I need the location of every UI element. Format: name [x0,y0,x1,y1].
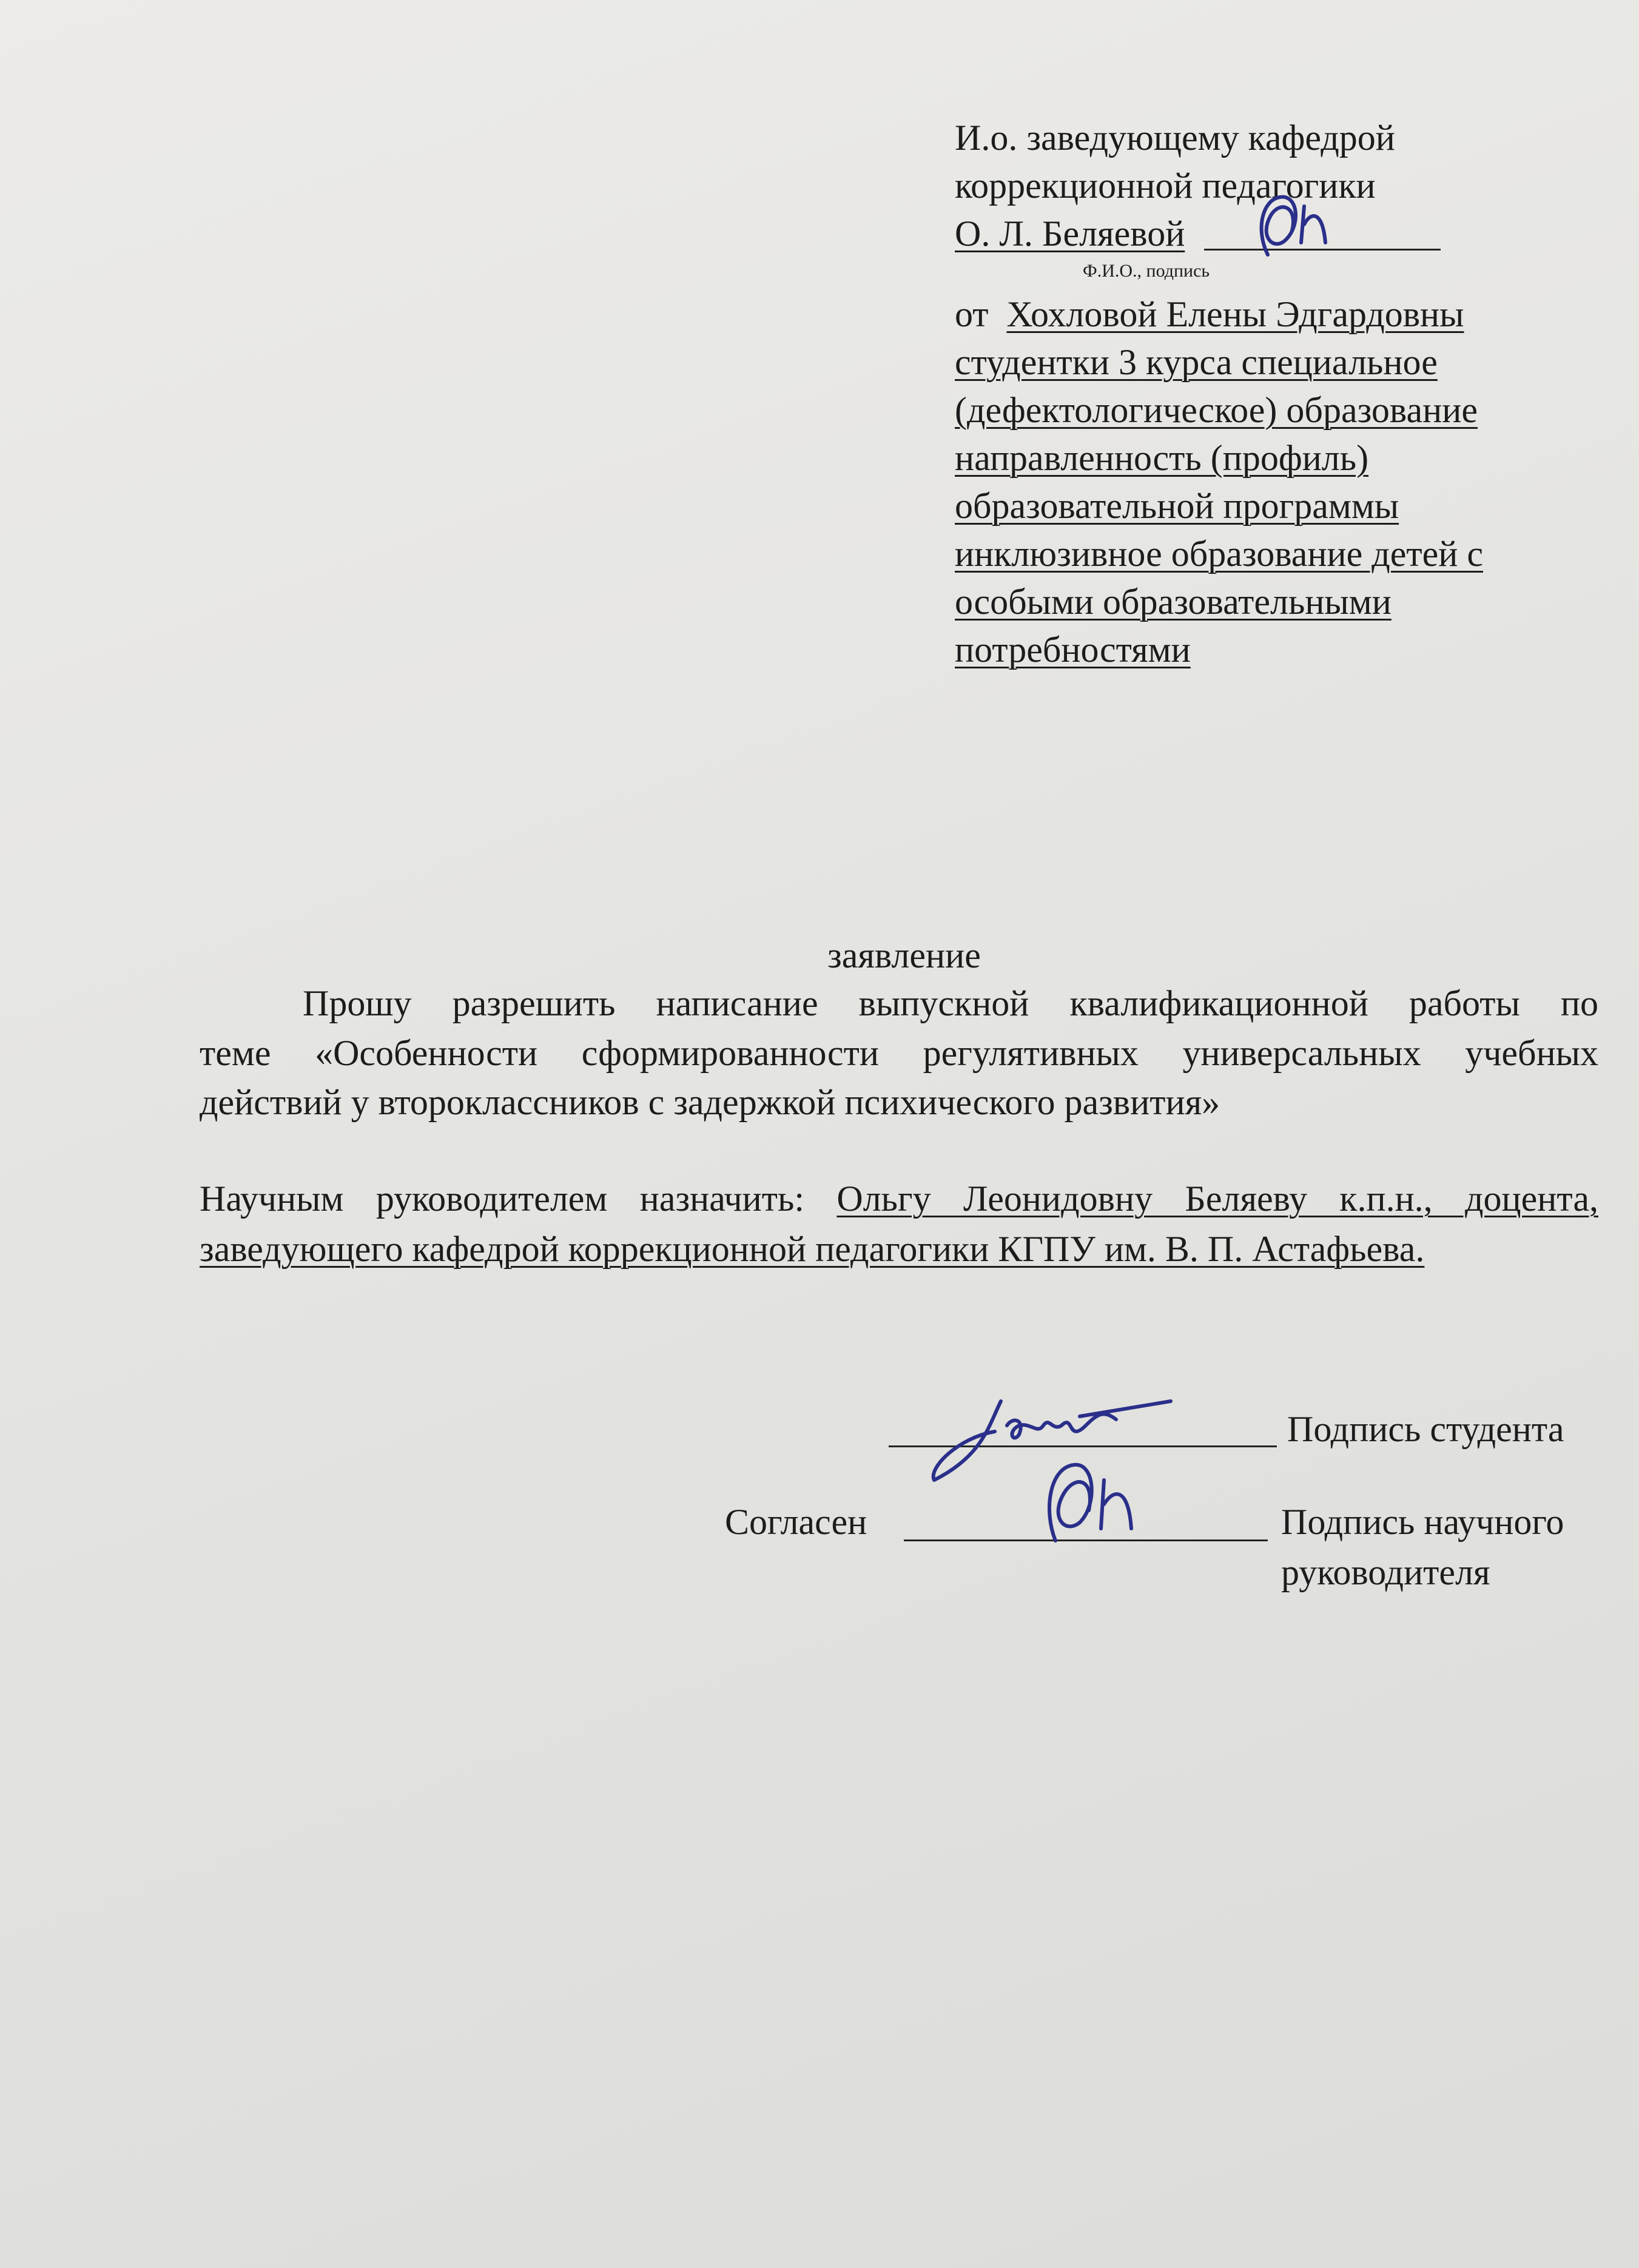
from-line-3: (дефектологическое) образование [955,390,1478,430]
supervisor-signature-label-2: руководителя [1281,1552,1490,1592]
student-signature-label: Подпись студента [1287,1409,1564,1449]
addressee-caption: Ф.И.О., подпись [1083,261,1210,281]
body-line-2: теме «Особенности сформированности регулятивных универсальных учебных [200,1033,1598,1073]
student-name: Хохловой Елены Эдгардовны [1006,294,1464,334]
supervisor-signature-icon [1031,1444,1189,1547]
addressee-name: О. Л. Беляевой [955,214,1185,254]
from-line-1 [955,291,1464,337]
agree-label: Согласен [725,1502,867,1542]
supervisor-signature-label-1: Подпись научного [1281,1502,1564,1542]
from-line-8: потребностями [955,630,1191,670]
from-line-7: особыми образовательными [955,582,1392,622]
from-line-2: студентки 3 курса специальное [955,342,1438,382]
addressee-line-2: коррекционной педагогики [955,166,1376,206]
supervisor-label: Научным руководителем назначить: [200,1179,805,1219]
supervisor-name: Ольгу Леонидовну Беляеву к.п.н., доцента, [836,1179,1598,1219]
supervisor-line-2: заведующего кафедрой коррекционной педагогики КГПУ им. В. П. Астафьева. [200,1229,1425,1269]
body-line-3: действий у второклассников с задержкой психического развития» [200,1082,1220,1122]
from-prefix: от [955,294,989,334]
body-line-1: Прошу разрешить написание выпускной квалификационной работы по [303,983,1598,1023]
document-title: заявление [827,935,981,975]
from-line-5: образовательной программы [955,486,1399,526]
from-line-6: инклюзивное образование детей с [955,534,1484,574]
head-signature-icon [1244,182,1377,261]
addressee-line-1: И.о. заведующему кафедрой [955,118,1395,158]
supervisor-line-1 [200,1175,1598,1222]
from-line-4: направленность (профиль) [955,438,1369,478]
